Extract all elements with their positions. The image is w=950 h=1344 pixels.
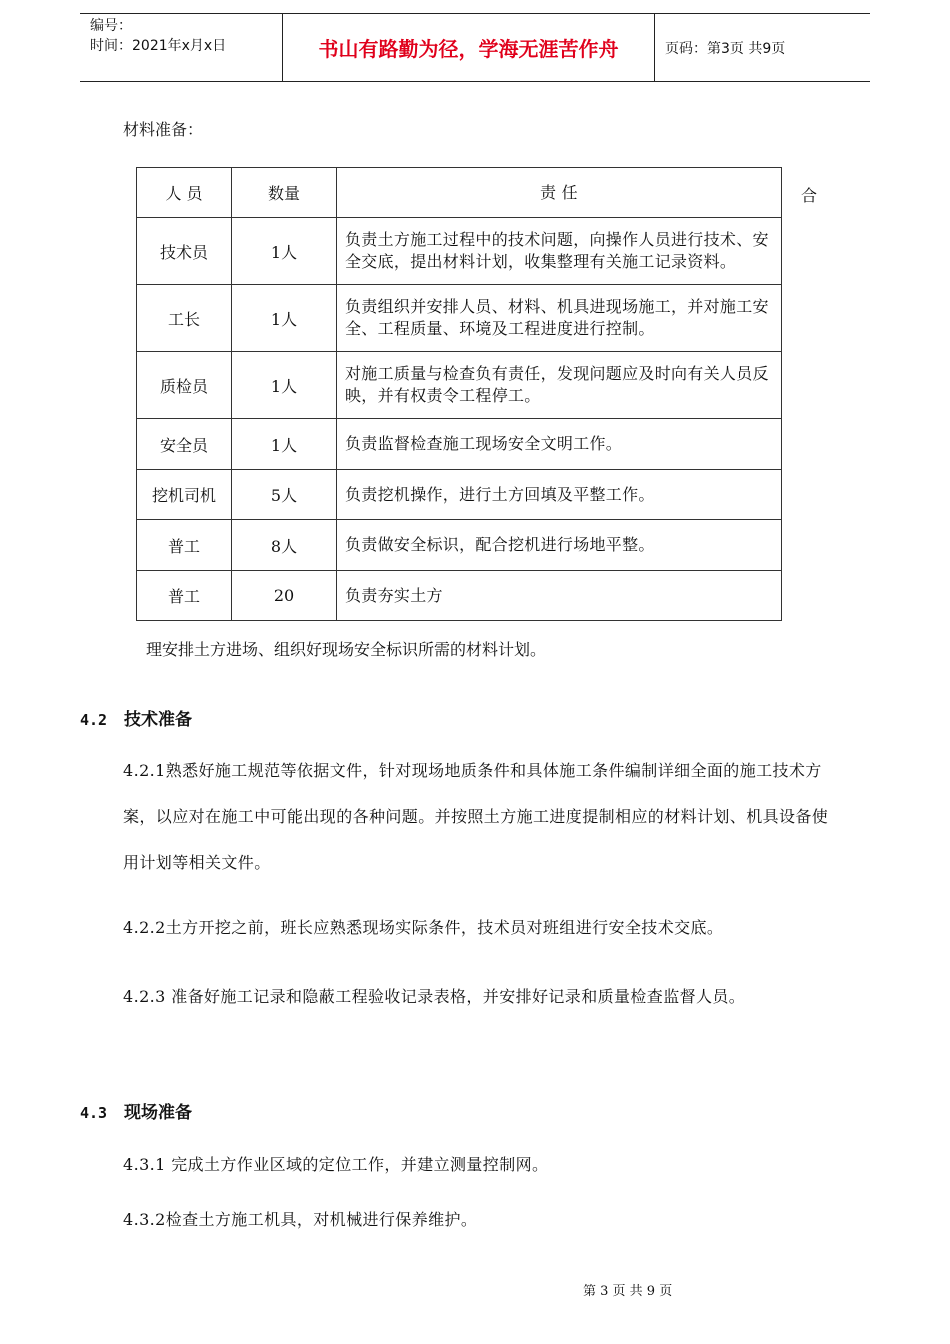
row-qty: 8人 (232, 520, 337, 571)
row-qty: 1人 (232, 285, 337, 352)
header-meta (80, 14, 282, 81)
paragraph: 4.2.2土方开挖之前，班长应熟悉现场实际条件，技术员对班组进行安全技术交底。 (123, 918, 724, 937)
row-duty: 负责组织并安排人员、材料、机具进现场施工，并对施工安全、工程质量、环境及工程进度进行控制。 (337, 285, 782, 352)
paragraph: 4.2.3 准备好施工记录和隐蔽工程验收记录表格，并安排好记录和质量检查监督人员。 (123, 987, 746, 1006)
header-role: 人 员 (137, 168, 232, 218)
row-qty: 1人 (232, 352, 337, 419)
row-role: 普工 (137, 571, 232, 621)
header-motto: 书山有路勤为径，学海无涯苦作舟 (282, 14, 654, 81)
row-qty: 20 (232, 571, 337, 621)
section-title: 技术准备 (124, 710, 192, 730)
row-qty: 5人 (232, 470, 337, 520)
header-page-info: 页码：第3页 共9页 (654, 14, 870, 81)
time-label: 时间：2021年x月x日 (90, 38, 227, 54)
table-row (137, 218, 782, 285)
row-role: 技术员 (137, 218, 232, 285)
row-duty: 负责挖机操作，进行土方回填及平整工作。 (337, 470, 782, 520)
stray-char: 合 (801, 186, 818, 205)
header-qty: 数量 (232, 168, 337, 218)
row-qty: 1人 (232, 218, 337, 285)
table-row (137, 285, 782, 352)
row-role: 工长 (137, 285, 232, 352)
staff-table (136, 167, 782, 621)
table-row (137, 470, 782, 520)
row-role: 质检员 (137, 352, 232, 419)
table-row (137, 419, 782, 470)
row-duty: 负责监督检查施工现场安全文明工作。 (337, 419, 782, 470)
row-role: 挖机司机 (137, 470, 232, 520)
header-duty: 责 任 (337, 168, 782, 218)
row-duty: 对施工质量与检查负有责任，发现问题应及时向有关人员反映，并有权责令工程停工。 (337, 352, 782, 419)
page-header (80, 13, 870, 82)
paragraph: 4.3.2检查土方施工机具，对机械进行保养维护。 (123, 1210, 478, 1229)
paragraph: 4.2.1熟悉好施工规范等依据文件，针对现场地质条件和具体施工条件编制详细全面的施工技术方案，以应对在施工中可能出现的各种问题。并按照土方施工进度提制相应的材料计划、机具设备使用计划等相关文件。 (123, 761, 829, 872)
row-qty: 1人 (232, 419, 337, 470)
paragraph: 4.3.1 完成土方作业区域的定位工作，并建立测量控制网。 (123, 1155, 549, 1174)
section-heading (80, 705, 192, 730)
row-role: 普工 (137, 520, 232, 571)
table-row (137, 520, 782, 571)
table-row (137, 352, 782, 419)
section-number: 4.2 (80, 711, 108, 729)
section-heading (80, 1098, 192, 1123)
materials-label: 材料准备： (123, 120, 204, 139)
table-row (137, 571, 782, 621)
row-duty: 负责夯实土方 (337, 571, 782, 621)
row-duty: 负责土方施工过程中的技术问题，向操作人员进行技术、安全交底，提出材料计划，收集整理有关施工记录资料。 (337, 218, 782, 285)
row-role: 安全员 (137, 419, 232, 470)
number-label: 编号： (90, 18, 132, 34)
section-number: 4.3 (80, 1104, 108, 1122)
page-footer: 第 3 页 共 9 页 (583, 1284, 673, 1299)
after-table-text: 理安排土方进场、组织好现场安全标识所需的材料计划。 (146, 640, 547, 659)
table-header-row (137, 168, 782, 218)
row-duty: 负责做安全标识，配合挖机进行场地平整。 (337, 520, 782, 571)
section-title: 现场准备 (124, 1103, 192, 1123)
